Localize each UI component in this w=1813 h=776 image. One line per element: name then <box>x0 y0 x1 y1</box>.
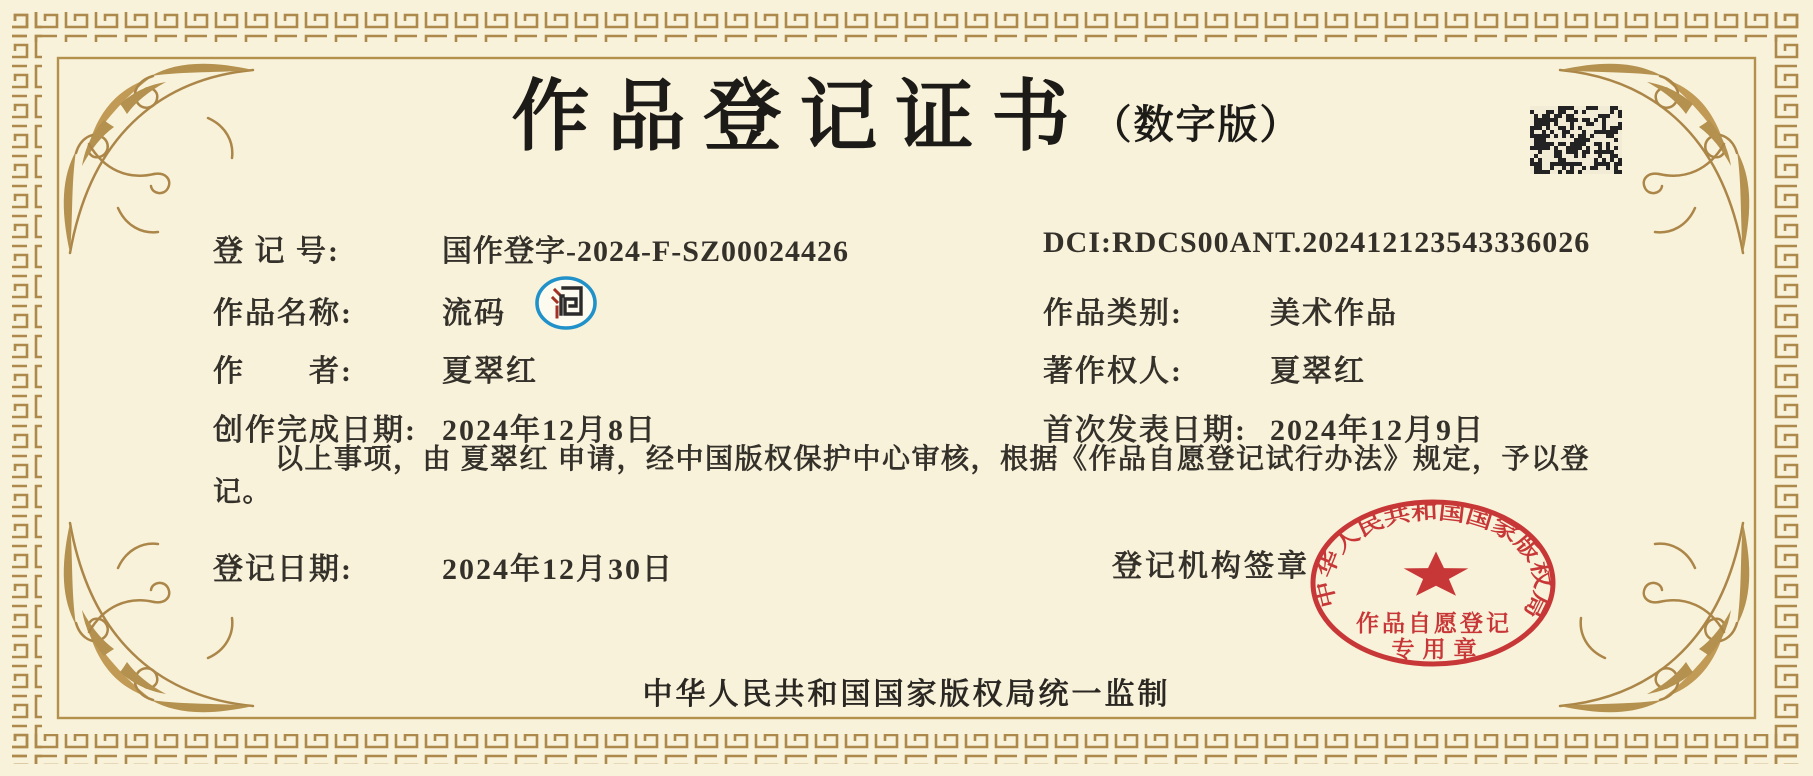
dci-value: DCI:RDCS00ANT.202412123543336026 <box>1043 226 1591 259</box>
registration-date-label: 登记日期: <box>213 553 353 586</box>
title-main: 作品登记证书 <box>511 73 1088 160</box>
copyright-owner-value: 夏翠红 <box>1270 355 1366 388</box>
title-suffix: （数字版） <box>1091 101 1302 147</box>
creation-date-label: 创作完成日期: <box>213 414 417 447</box>
work-category-label: 作品类别: <box>1043 297 1183 330</box>
official-seal <box>1308 498 1560 672</box>
first-publish-date-label: 首次发表日期: <box>1043 414 1247 447</box>
reg-no-value: 国作登字-2024-F-SZ00024426 <box>442 235 849 268</box>
reg-no-label: 登 记 号: <box>213 235 340 268</box>
work-logo-icon <box>533 275 599 331</box>
first-publish-date-value: 2024年12月9日 <box>1270 414 1485 447</box>
copyright-owner-label: 著作权人: <box>1043 355 1183 388</box>
work-category-value: 美术作品 <box>1270 297 1398 330</box>
footer-issuer: 中华人民共和国国家版权局统一监制 <box>642 678 1171 711</box>
work-name-value: 流码 <box>442 297 506 330</box>
work-name-label: 作品名称: <box>213 297 353 330</box>
seal-arc-text: 中华人民共和国国家版权局 <box>1312 499 1554 618</box>
seal-star-icon <box>1404 552 1469 596</box>
seal-line1: 作品自愿登记 <box>1356 611 1512 636</box>
registration-date-value: 2024年12月30日 <box>442 553 674 586</box>
seal-caption: 登记机构签章 <box>1112 550 1310 583</box>
registration-statement: 以上事项，由 夏翠红 申请，经中国版权保护中心审核，根据《作品自愿登记试行办法》规定，予以登记。 <box>213 444 1591 509</box>
seal-line2: 专用章 <box>1391 637 1485 662</box>
author-label: 作 者: <box>213 355 353 388</box>
qr-code <box>1530 106 1622 174</box>
author-value: 夏翠红 <box>442 355 538 388</box>
creation-date-value: 2024年12月8日 <box>442 414 657 447</box>
